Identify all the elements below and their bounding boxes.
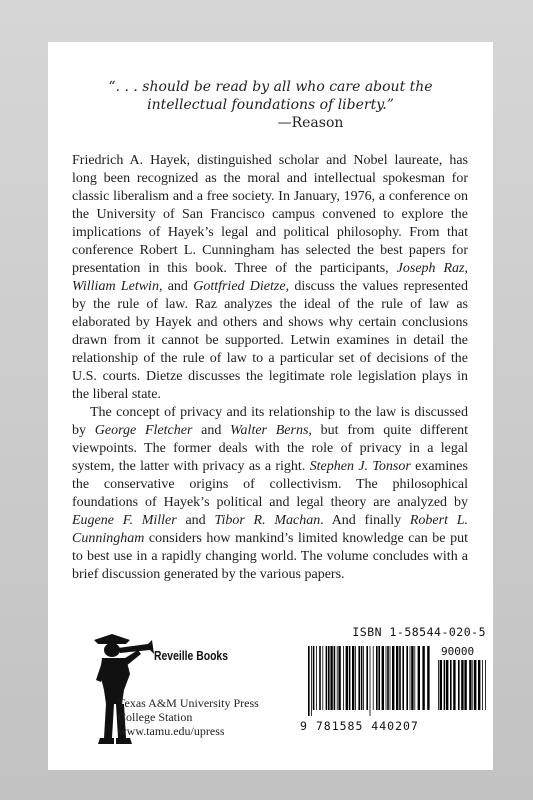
publisher-city: College Station (118, 710, 193, 724)
barcode-bar (427, 646, 429, 710)
barcode-bar (474, 660, 476, 710)
price-barcode (438, 660, 488, 716)
author-name: Eugene F. Miller (72, 513, 177, 528)
price-code: 90000 (441, 645, 475, 658)
ean-number: 9 781585 440207 (300, 719, 419, 733)
barcode-bar (482, 660, 483, 710)
barcode-bar (308, 646, 310, 716)
barcode-bar (376, 646, 378, 710)
text-run: and (192, 423, 231, 438)
barcode-bar (396, 646, 398, 710)
text-run: . And finally (320, 513, 410, 528)
barcode-bar (378, 646, 380, 710)
barcode-bar (399, 646, 401, 710)
barcode-bar (485, 660, 486, 710)
barcode-bar (373, 646, 374, 710)
barcode-bar (418, 646, 420, 710)
barcode-bar (338, 646, 340, 710)
bugler-logo-icon (68, 620, 268, 760)
barcode-bar (402, 646, 404, 710)
author-name: Robert L. Cunningham (72, 513, 468, 546)
quote-line-2: intellectual foundations of liberty.” (147, 97, 394, 113)
barcode-bar (444, 660, 446, 710)
author-name: George Fletcher (94, 423, 193, 438)
barcode-bar (326, 646, 328, 710)
barcode-bar (311, 646, 312, 716)
barcode-bar (328, 646, 330, 710)
text-run: The concept of privacy and its relationship to the law is discussed by (72, 405, 468, 438)
barcode-bar (440, 660, 442, 710)
publisher-name: Texas A&M University Press (118, 696, 259, 710)
barcode-bar (458, 660, 460, 710)
quote-line-1: “. . . should be read by all who care about the (108, 79, 433, 95)
barcode-bar (343, 646, 344, 710)
text-run: , and (158, 279, 194, 294)
barcode-bar (355, 646, 356, 710)
text-run: examines the conservative origins of collectivism. The philosophical foundations of Hayek’s political and legal theory are analyzed by (72, 459, 468, 510)
text-run: , (464, 261, 468, 276)
back-cover (48, 42, 493, 770)
barcode-bar (386, 646, 387, 710)
barcode-bar (438, 660, 439, 710)
barcode-bar (337, 646, 338, 710)
book-description (72, 152, 468, 584)
barcode-bar (390, 646, 391, 710)
author-name: Walter Berns (230, 423, 309, 438)
barcode-bar (330, 646, 332, 710)
description-paragraph-2 (72, 404, 468, 584)
publisher-url: www.tamu.edu/upress (118, 724, 225, 738)
text-run: , discuss the values represented by the rule of law. Raz analyzes the ideal of the rule of law as elaborated by Hayek and others and shows why certain conclusions drawn from it cannot be supported. Letwin examines in detail the relationship of the rule of law to a particular set of decisions of the U.S. courts. Dietze discusses the legitimate role legislation plays in the liberal state. (72, 279, 468, 402)
barcode-bar (366, 646, 368, 710)
author-name: Joseph Raz (396, 261, 465, 276)
author-name: Gottfried Dietze (193, 279, 286, 294)
barcode-bar (446, 660, 448, 710)
quote-attribution: —Reason (277, 115, 344, 131)
barcode-bar (414, 646, 415, 710)
barcode-bar (453, 660, 455, 710)
text-run: and (176, 513, 215, 528)
text-run: considers how mankind’s limited knowledge can be put to best use in a rapidly changing world. The volume concludes with a brief discussion generated by the various papers. (72, 531, 468, 582)
barcode-bar (406, 646, 408, 710)
text-run: Friedrich A. Hayek, distinguished scholar and Nobel laureate, has long been recognized as the moral and intellectual spokesman for classic liberalism and a free society. In January, 1976, a conference on the University of San Francisco campus convened to explore the implications of Hayek’s legal and political philosophy. From that conference Robert L. Cunningham has selected the best papers for presentation in this book. Three of the participants, (72, 153, 468, 276)
isbn-label: ISBN 1-58544-020-5 (352, 625, 486, 639)
author-name: Tibor R. Machan (214, 513, 321, 528)
review-quote (48, 78, 493, 132)
barcode-bar (472, 660, 473, 710)
description-paragraph-1 (72, 152, 468, 404)
author-name: William Letwin (72, 279, 159, 294)
barcode-bar (334, 646, 336, 710)
publisher-info (118, 696, 259, 738)
barcode-bar (319, 646, 321, 710)
barcode-bar (316, 646, 317, 710)
barcode-bar (358, 646, 360, 710)
barcode-bar (352, 646, 354, 710)
barcode-bar (469, 660, 471, 710)
barcode-bar (361, 646, 363, 710)
barcode-bar (322, 646, 323, 710)
barcode-bar (392, 646, 394, 710)
barcode-bar (411, 646, 413, 710)
text-run: , but from quite different viewpoints. The former deals with the role of privacy in a legal system, the latter with privacy as a right. (72, 423, 469, 474)
barcode-bar (450, 660, 452, 710)
barcode-bar (363, 646, 364, 710)
barcode-bar (387, 646, 389, 710)
barcode-bar (313, 646, 315, 710)
author-name: Stephen J. Tonsor (309, 459, 411, 474)
barcode-bar (370, 646, 371, 716)
barcode-bar (346, 646, 348, 710)
barcode-bar (382, 646, 384, 710)
barcode-bar (478, 660, 480, 710)
imprint-name: Reveille Books (154, 648, 228, 663)
barcode-bar (349, 646, 351, 710)
barcode-bar (464, 660, 466, 710)
barcode-bar (461, 660, 463, 710)
barcode-bar (410, 646, 411, 710)
barcode-bar (422, 646, 424, 710)
ean-barcode (308, 646, 432, 716)
